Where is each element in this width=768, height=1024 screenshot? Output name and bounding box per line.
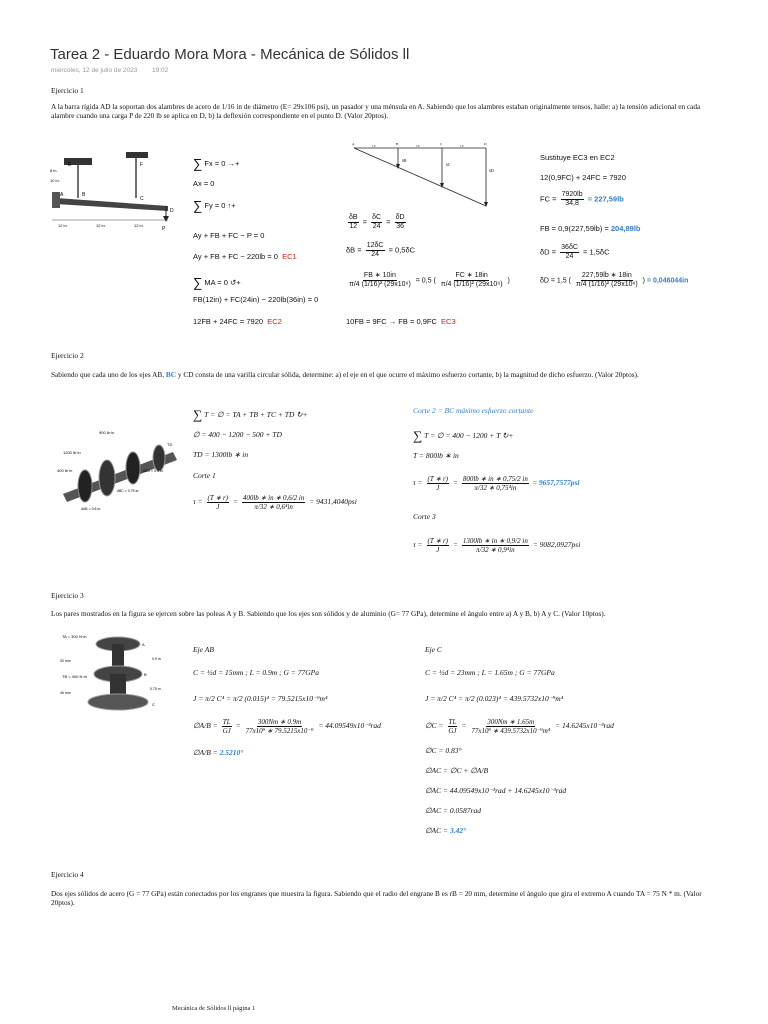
label-a: A [60, 192, 64, 198]
ej1-fb-result: 204,89lb [610, 224, 641, 233]
base-c [88, 694, 148, 710]
fig2-t2: 1200 lb·in [63, 450, 81, 455]
label-p: P [162, 226, 166, 232]
ejercicio-4-header: Ejercicio 4 [51, 870, 84, 879]
ej3-ab-params: C = ½d = 15mm ; L = 0.9m ; G = 77GPa [193, 668, 319, 677]
ej1-deflection-sketch [346, 140, 494, 212]
ejercicio-2-figure [55, 424, 183, 516]
ejercicio-4-statement: Dos ejes sólidos de acero (G = 77 GPa) están conectados por los engranes que muestra la figura. Sabiendo que el radio del engrane B es rB = 20 mm, determine el ángulo que gira el extremo A cuando TA = 75 N * m. (Valor 20ptos). [51, 889, 702, 907]
ej1-fc-eq: FC = $\frac{7920lb}{34,8}$ = 227,59lb [540, 191, 624, 207]
label-span-1: 12 in. [58, 223, 68, 228]
fig2-d2: dBC = 0.75 in. [117, 489, 140, 493]
pulley-c [126, 452, 140, 484]
fig2-t3: 400 lb·in [57, 468, 73, 473]
ej1-dd-ratio-eq: δD = $\frac{36\delta C}{24}$ = 1,5δC [540, 244, 610, 260]
ej3-c-phi-eq: ∅C = $\frac{TL}{GJ}$ = $\frac{300Nm ∗ 1.65m}{\text{77x10⁹ ∗ 439.5732x10⁻⁹m⁴}}$ = 14.6245x10⁻³rad [425, 718, 614, 735]
ej3-c-params: C = ½d = 23mm ; L = 1.65m ; G = 77GPa [425, 668, 555, 677]
ej2-max-stress-result: = 9657,7577psi [532, 478, 580, 488]
fig3-ta: TA = 300 N·m [62, 634, 87, 639]
fig2-t1: 900 lb·in [99, 430, 115, 435]
ej2-corte-1-eq: τ = $\frac{(T ∗ r)}{J}$ = $\frac{400lb ∗ in ∗ 0,6/2 in}{\text{π/32 ∗ 0,6⁴in}}$ = 9431,4040psi [193, 494, 357, 511]
ej3-ab-phi-eq: ∅A/B = $\frac{TL}{GJ}$ = $\frac{300Nm ∗ 0.9m}{\text{77x10⁹ ∗ 79.5215x10⁻⁹}}$ = 44.09549x10⁻³rad [193, 718, 381, 735]
sk-dc: δC [446, 162, 451, 167]
ej1-eq-sum-ma: ∑ MA = 0 ↺+ [193, 275, 241, 290]
pulley-b [99, 460, 115, 496]
ej1-dd-result: = 0,046044in [646, 277, 689, 285]
page-title: Tarea 2 - Eduardo Mora Mora - Mecánica de Sólidos ll [50, 46, 410, 63]
fig3-l09: 0.9 m [152, 657, 161, 661]
ej2-bc-highlight: BC [165, 370, 177, 379]
fig3-d46: 46 mm [60, 691, 71, 695]
ec1-tag: EC1 [282, 252, 297, 261]
ej2-corte-2-label: Corte 2 = BC máximo esfuerzo cortante [413, 406, 534, 415]
label-f: F [140, 162, 144, 168]
ej1-db-eq: δB = $\frac{12\delta C}{24}$ = 0,5δC [346, 242, 416, 258]
ej3-ac-values: ∅AC = 44.09549x10⁻³rad + 14.6245x10⁻³rad [425, 786, 567, 795]
page-date: miércoles, 12 de julio de 2023 [51, 67, 138, 74]
ejercicio-1-header: Ejercicio 1 [51, 86, 84, 95]
ej2-corte-3-eq: τ = $\frac{(T ∗ r)}{J}$ = $\frac{1300lb ∗ in ∗ 0,9/2 in}{\text{π/32 ∗ 0,9⁴in}}$ = 9082,0927psi [413, 537, 581, 554]
ej1-eq-sum-fy: ∑ Fy = 0 ↑+ [193, 198, 236, 213]
sk-l2: 12 [416, 144, 420, 148]
ej3-ab-j: J = π/2 C⁴ = π/2 (0.015)⁴ = 79.5215x10⁻⁹m⁴ [193, 694, 328, 703]
label-b: B [82, 192, 86, 198]
fig2-d1: dAB = 0.6 in. [81, 507, 102, 511]
ejercicio-2-header: Ejercicio 2 [51, 351, 84, 360]
ejercicio-1-figure [50, 148, 178, 234]
ej3-ac-sum: ∅AC = ∅C + ∅A/B [425, 766, 489, 775]
fig3-b: B [144, 672, 147, 677]
ej2-sum-torques: ∑ T = ∅ = TA + TB + TC + TD ↻+ [193, 407, 308, 422]
label-d: D [170, 208, 174, 214]
ej3-ab-phi-deg: ∅A/B = 2.5210° [193, 748, 244, 757]
ej2-corte-3-label: Corte 3 [413, 512, 436, 521]
ejercicio-3-figure [60, 630, 172, 714]
ej3-ac-result: 3.42° [449, 826, 467, 835]
sk-b: B [396, 142, 399, 146]
sk-a: A [352, 142, 355, 146]
ec3-tag: EC3 [441, 317, 456, 326]
ejercicio-3-header: Ejercicio 3 [51, 591, 84, 600]
label-span-3: 12 in. [134, 223, 144, 228]
ej1-eq-ax: Ax = 0 [193, 179, 215, 188]
fig3-l075: 0.75 m [150, 687, 161, 691]
ej1-substitution-eq: 12(0,9FC) + 24FC = 7920 [540, 173, 626, 182]
sk-l3: 12 [460, 144, 464, 148]
ej2-corte-1-label: Corte 1 [193, 471, 216, 480]
ej1-eq-fy-p: Ay + FB + FC − P = 0 [193, 231, 265, 240]
bracket-a [52, 192, 60, 208]
ej1-fb-eq: FB = 0,9(227,59lb) = 204,89lb [540, 224, 641, 233]
label-10in: 10 in. [50, 178, 60, 183]
fig2-t4: TD [167, 442, 173, 447]
ej1-eq-fy-220: Ay + FB + FC − 220lb = 0 EC1 [193, 252, 297, 261]
page-footer: Mecánica de Sólidos ll página 1 [172, 1005, 256, 1012]
ej1-eq-ec2: 12FB + 24FC = 7920 EC2 [193, 317, 282, 326]
page-time: 19:02 [152, 67, 169, 74]
ejercicio-2-statement: Sabiendo que cada uno de los ejes AB, BC y CD consta de una varilla circular sólida, determine: a) el eje en el que ocurre el máximo esfuerzo cortante, b) la magnitud de dicho esfuerzo. (Valor 20ptos). [51, 370, 639, 379]
ej3-eje-c-title: Eje C [425, 645, 442, 654]
ej1-stiffness-eq: $\frac{FB ∗ 10in}{\text{π/4 (1/16)² (29x10⁶)}}$ = 0,5 ( $\frac{FC ∗ 18in}{\text{π/4 (1/16)² (29x10⁶)}}$ ) [349, 272, 510, 288]
label-e: E [68, 162, 72, 168]
ej1-eq-moments: FB(12in) + FC(24in) − 220lb(36in) = 0 [193, 295, 319, 304]
ej1-dd-final-eq: δD = 1,5 ( $\frac{227,59lb ∗ 18in}{\text{π/4 (1/16)² (29x10⁶)}}$ ) = 0,046044in [540, 272, 689, 288]
sk-db: δB [402, 158, 407, 163]
ej3-eje-ab-title: Eje AB [193, 645, 214, 654]
ej1-fc-result: = 227,59lb [587, 194, 624, 204]
ej3-ab-result: 2.5210° [219, 748, 244, 757]
ej1-sustituye: Sustituye EC3 en EC2 [540, 153, 615, 162]
sk-dd: δD [489, 168, 494, 173]
fig3-a: A [142, 642, 145, 647]
fig3-d30: 30 mm [60, 659, 71, 663]
ej2-corte-2-sum: ∑ T = ∅ = 400 − 1200 + T ↻+ [413, 428, 514, 443]
ej2-td: TD = 1300lb ∗ in [193, 450, 249, 459]
ej1-eq-sum-fx: ∑ Fx = 0 →+ [193, 156, 240, 171]
pulley-d [153, 445, 165, 471]
ec2-tag: EC2 [267, 317, 282, 326]
rigid-bar [56, 198, 168, 211]
sk-l1: 12 [372, 144, 376, 148]
ej2-sum-values: ∅ = 400 − 1200 − 500 + TD [193, 430, 282, 439]
ej3-c-phi-deg: ∅C = 0.83° [425, 746, 462, 755]
fig2-d3: dCD = 0.9 in. [143, 469, 164, 473]
ej1-ec3-eq: 10FB = 9FC → FB = 0,9FC EC3 [346, 317, 456, 326]
ejercicio-3-statement: Los pares mostrados en la figura se ejercen sobre las poleas A y B. Sabiendo que los ejes son sólidos y de aluminio (G= 77 GPa), determine el ángulo entre a) A y B, b) A y C. (Valor 10ptos). [51, 609, 606, 618]
ej3-ac-rad: ∅AC = 0.0587rad [425, 806, 481, 815]
ej3-ac-deg: ∅AC = 3.42° [425, 826, 467, 835]
ej2-corte-2-t: T = 800lb ∗ in [413, 451, 459, 460]
label-8in: 8 in. [50, 168, 58, 173]
ej2-corte-2-eq: τ = $\frac{(T ∗ r)}{J}$ = $\frac{800lb ∗ in ∗ 0,75/2 in}{\text{π/32 ∗ 0,75⁴in}}$ = 9657,7577psi [413, 475, 580, 492]
label-c: C [140, 196, 144, 202]
fig3-c: C [152, 702, 155, 707]
label-span-2: 12 in. [96, 223, 106, 228]
ej3-c-j: J = π/2 C⁴ = π/2 (0.023)⁴ = 439.5732x10⁻⁹m⁴ [425, 694, 564, 703]
sk-c: C [440, 142, 443, 146]
fig3-tb: TB = 400 N·m [62, 674, 88, 679]
ejercicio-1-statement: A la barra rígida AD la soportan dos alambres de acero de 1/16 in de diámetro (E= 29x106 psi), un pasador y una ménsula en A. Sabiendo que los alambres estaban originalmente tensos, halle: a) la tensión adicional en cada alambre cuando una carga P de 220 lb se aplica en D, b) la deflexión correspondiente en el punto D. (Valor 20ptos). [51, 102, 701, 120]
pulley-a [78, 470, 92, 502]
ceiling-support-f [126, 152, 148, 158]
ej1-ratio-eq: $\frac{\delta B}{12}$ = $\frac{\delta C}{24}$ = $\frac{\delta D}{36}$ [349, 214, 405, 230]
sk-d: D [484, 142, 487, 146]
